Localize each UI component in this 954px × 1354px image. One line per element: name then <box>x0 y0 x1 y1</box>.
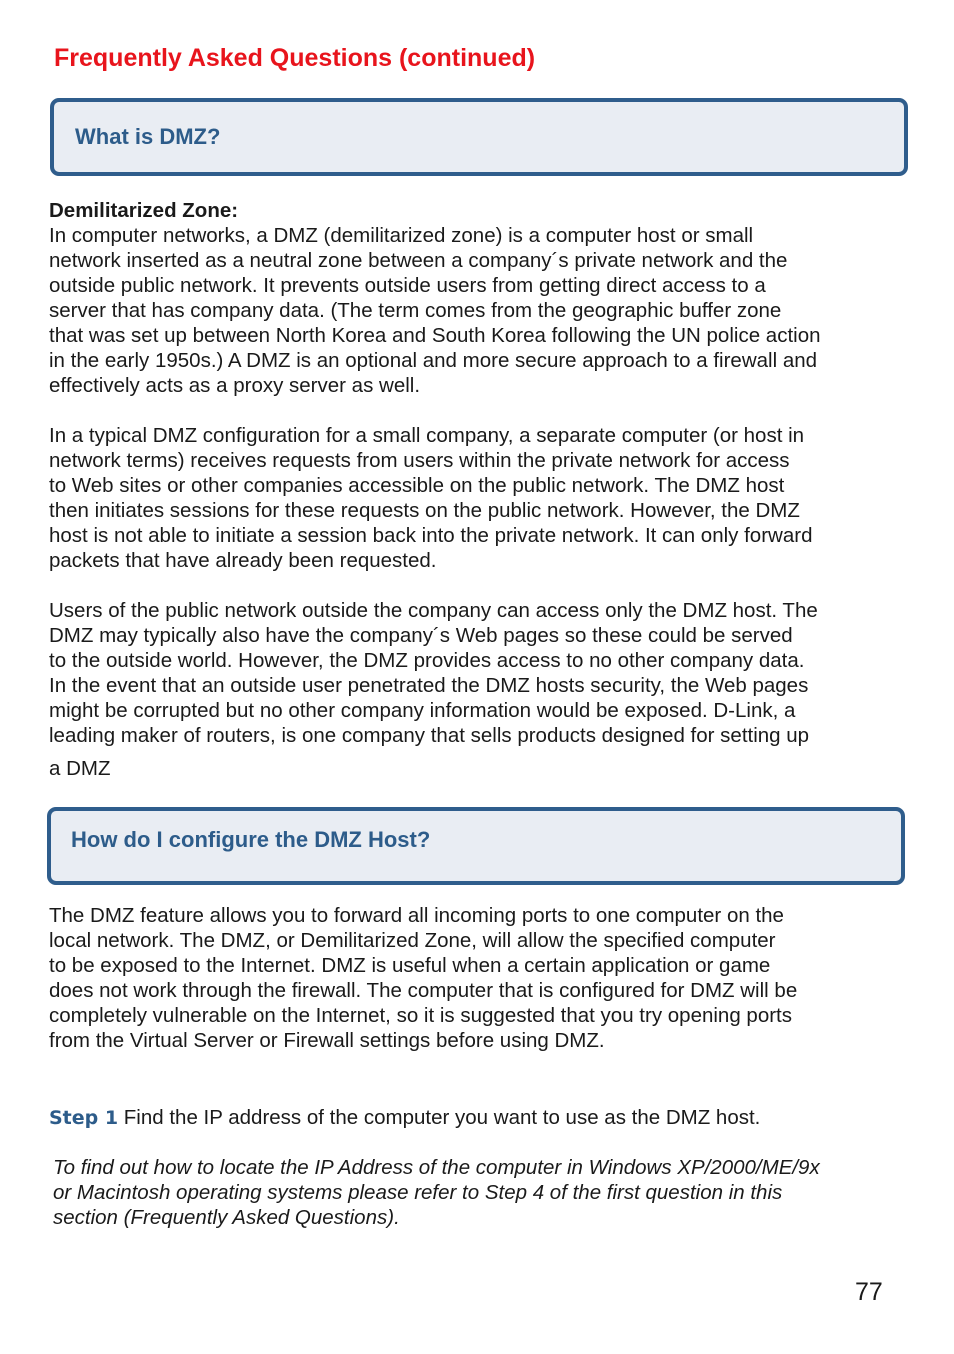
paragraph-line: completely vulnerable on the Internet, so it is suggested that you try opening ports <box>49 1004 792 1027</box>
note-line: section (Frequently Asked Questions). <box>53 1206 400 1229</box>
paragraph-line: in the early 1950s.) A DMZ is an optional and more secure approach to a firewall and <box>49 349 818 372</box>
paragraph-line: to the outside world. However, the DMZ provides access to no other company data. <box>49 649 805 672</box>
section-body-configure-dmz <box>49 903 929 1053</box>
section-body-what-is-dmz <box>49 198 929 398</box>
step-1-line <box>49 1105 929 1131</box>
paragraph-line: In computer networks, a DMZ (demilitarized zone) is a computer host or small <box>49 224 754 247</box>
paragraph-tail <box>49 756 929 781</box>
step-1-label: Step 1 <box>49 1107 119 1129</box>
paragraph-line: leading maker of routers, is one company that sells products designed for setting up <box>49 724 810 747</box>
paragraph-line: outside public network. It prevents outside users from getting direct access to a <box>49 274 766 297</box>
paragraph-line: server that has company data. (The term comes from the geographic buffer zone <box>49 299 782 322</box>
paragraph-line: to Web sites or other companies accessible on the public network. The DMZ host <box>49 474 785 497</box>
step-1 <box>49 1105 929 1131</box>
paragraph-line: In a typical DMZ configuration for a small company, a separate computer (or host in <box>49 424 805 447</box>
paragraph-line: from the Virtual Server or Firewall settings before using DMZ. <box>49 1029 605 1052</box>
paragraph-line: Users of the public network outside the company can access only the DMZ host. The <box>49 599 818 622</box>
paragraph-line: packets that have already been requested. <box>49 549 437 572</box>
paragraph-typical-dmz <box>49 423 929 573</box>
paragraph-line: network inserted as a neutral zone between a company´s private network and the <box>49 249 788 272</box>
paragraph-public-network <box>49 598 929 748</box>
page-number: 77 <box>855 1278 883 1306</box>
subheading-demilitarized-zone: Demilitarized Zone: <box>49 199 239 222</box>
step-1-text: Find the IP address of the computer you want to use as the DMZ host. <box>118 1106 761 1129</box>
question-heading: How do I configure the DMZ Host? <box>71 827 431 852</box>
note-find-ip-address <box>53 1155 933 1230</box>
page-title: Frequently Asked Questions (continued) <box>54 44 536 72</box>
paragraph-line: does not work through the firewall. The computer that is configured for DMZ will be <box>49 979 798 1002</box>
paragraph-line: then initiates sessions for these requests on the public network. However, the DMZ <box>49 499 800 522</box>
note-line: or Macintosh operating systems please refer to Step 4 of the first question in this <box>53 1181 783 1204</box>
paragraph-line: host is not able to initiate a session back into the private network. It can only forward <box>49 524 813 547</box>
paragraph-line: local network. The DMZ, or Demilitarized Zone, will allow the specified computer <box>49 929 776 952</box>
paragraph-line: DMZ may typically also have the company´s Web pages so these could be served <box>49 624 793 647</box>
paragraph-line: effectively acts as a proxy server as well. <box>49 374 421 397</box>
paragraph-line: might be corrupted but no other company information would be exposed. D-Link, a <box>49 699 796 722</box>
paragraph-line: to be exposed to the Internet. DMZ is useful when a certain application or game <box>49 954 771 977</box>
paragraph-line: that was set up between North Korea and South Korea following the UN police action <box>49 324 821 347</box>
paragraph-line: network terms) receives requests from users within the private network for access <box>49 449 790 472</box>
paragraph-line: a DMZ <box>49 757 111 780</box>
paragraph-line: In the event that an outside user penetrated the DMZ hosts security, the Web pages <box>49 674 809 697</box>
note-line: To find out how to locate the IP Address of the computer in Windows XP/2000/ME/9x <box>53 1156 820 1179</box>
question-box-configure-dmz-host <box>47 807 905 885</box>
question-box-what-is-dmz <box>50 98 908 176</box>
paragraph-line: The DMZ feature allows you to forward all incoming ports to one computer on the <box>49 904 784 927</box>
question-heading: What is DMZ? <box>75 124 221 149</box>
